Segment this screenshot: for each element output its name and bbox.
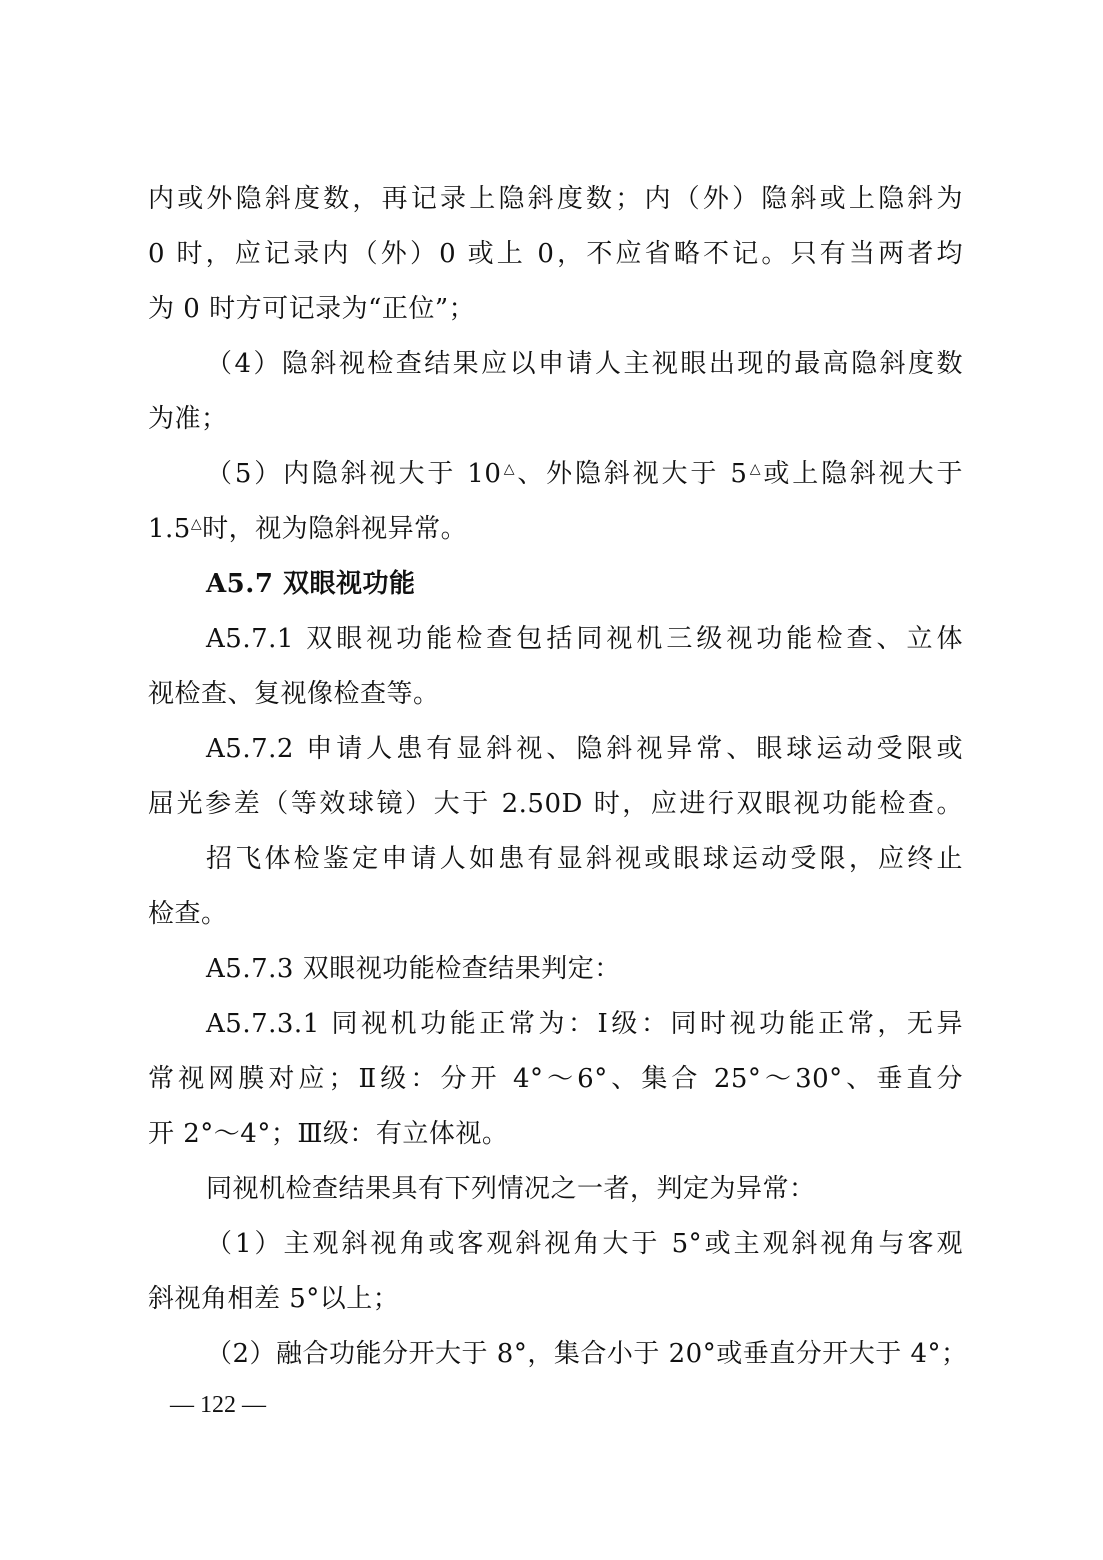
text-line: （5）内隐斜视大于 10△、外隐斜视大于 5△或上隐斜视大于: [206, 459, 963, 489]
text-line: 招飞体检鉴定申请人如患有显斜视或眼球运动受限，应终止: [206, 844, 963, 874]
page-number: — 122 —: [170, 1392, 266, 1418]
text-line: 开 2°～4°；Ⅲ级：有立体视。: [148, 1119, 509, 1149]
text-line: 内或外隐斜度数，再记录上隐斜度数；内（外）隐斜或上隐斜为: [148, 184, 963, 214]
text-line: （4）隐斜视检查结果应以申请人主视眼出现的最高隐斜度数: [206, 349, 963, 379]
text-line: A5.7.3 双眼视功能检查结果判定：: [206, 954, 621, 984]
text-line: 1.5△时，视为隐斜视异常。: [148, 514, 468, 544]
text-line: 0 时，应记录内（外）0 或上 0，不应省略不记。只有当两者均: [148, 239, 963, 269]
text-line: 常视网膜对应；Ⅱ级：分开 4°～6°、集合 25°～30°、垂直分: [148, 1064, 963, 1094]
text-line: 斜视角相差 5°以上；: [148, 1284, 400, 1314]
text-line: 视检查、复视像检查等。: [148, 679, 440, 709]
text-line: A5.7.3.1 同视机功能正常为：Ⅰ级：同时视功能正常，无异: [206, 1009, 963, 1039]
text-line: A5.7 双眼视功能: [206, 569, 416, 599]
text-line: 同视机检查结果具有下列情况之一者，判定为异常：: [206, 1174, 816, 1204]
text-line: （2）融合功能分开大于 8°，集合小于 20°或垂直分开大于 4°；: [206, 1339, 968, 1369]
body-text: [148, 172, 968, 1382]
text-line: 为 0 时方可记录为“正位”；: [148, 294, 476, 324]
text-line: （1）主观斜视角或客观斜视角大于 5°或主观斜视角与客观: [206, 1229, 963, 1259]
text-line: 检查。: [148, 899, 228, 929]
text-line: 屈光参差（等效球镜）大于 2.50D 时，应进行双眼视功能检查。: [148, 789, 963, 819]
text-line: A5.7.2 申请人患有显斜视、隐斜视异常、眼球运动受限或: [206, 734, 963, 764]
text-line: A5.7.1 双眼视功能检查包括同视机三级视功能检查、立体: [206, 624, 963, 654]
text-line: 为准；: [148, 404, 228, 434]
